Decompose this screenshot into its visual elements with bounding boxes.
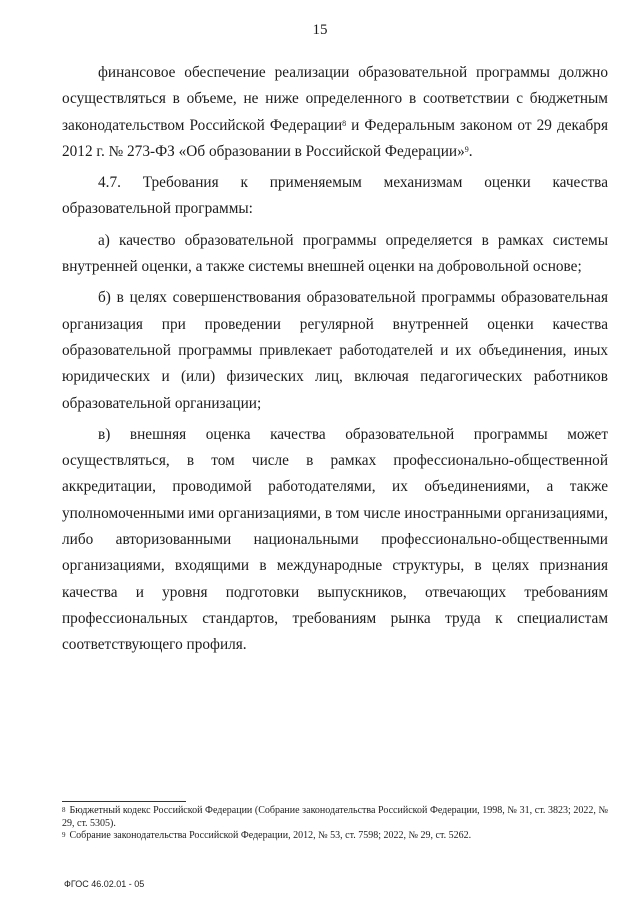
footnote-mark: 9: [62, 831, 66, 840]
footnote-ref[interactable]: 9: [464, 144, 469, 154]
footnote-mark: 8: [62, 806, 66, 814]
footnote-text: Бюджетный кодекс Российской Федерации (Собрание законодательства Российской Федерации, 1998, № 31, ст. 3823; 2022, № 29, ст. 5305).: [62, 805, 608, 829]
paragraph-item-b: б) в целях совершенствования образовательной программы образовательная организация при проведении регулярной внутренней оценки качества образовательной программы привлекает работодателей и их объединения, иных юридических и (или) физических лиц, включая педагогических работников образовательной организации;: [62, 289, 608, 412]
paragraph-text: и Федеральным законом от 29 декабря 2012 г. № 273-ФЗ «Об образовании в Российской Федерации»: [62, 116, 608, 160]
paragraph-funding: [62, 60, 608, 165]
footnote-item: [62, 805, 608, 830]
page-number: 15: [312, 22, 328, 38]
footnote-divider: [62, 801, 186, 802]
footnote-ref[interactable]: 8: [342, 118, 347, 128]
footnotes: [62, 805, 608, 843]
footnote-item: [62, 830, 608, 843]
paragraph-item-a: а) качество образовательной программы определяется в рамках системы внутренней оценки, а также системы внешней оценки на добровольной основе;: [62, 231, 608, 276]
paragraph-text: финансовое обеспечение реализации образовательной программы должно осуществляться в объеме, не ниже определенного в соответствии с бюджетным законодательством Российской Федерации: [62, 64, 608, 134]
footnote-text: Собрание законодательства Российской Федерации, 2012, № 53, ст. 7598; 2022, № 29, ст. 5262.: [69, 830, 472, 842]
paragraph-item-c: в) внешняя оценка качества образовательной программы может осуществляться, в том числе в рамках профессионально-общественной аккредитации, проводимой работодателями, их объединениями, а также уполномоченными ими организациями, в том числе иностранными организациями, либо авторизованными национальными профессионально-общественными организациями, входящими в международные структуры, в целях признания качества и уровня подготовки выпускников, отвечающих требованиям профессиональных стандартов, требованиям рынка труда к специалистам соответствующего профиля.: [62, 425, 608, 654]
document-code: ФГОС 46.02.01 - 05: [64, 879, 145, 889]
paragraph-text: .: [468, 142, 473, 160]
document-body: [62, 60, 608, 659]
paragraph-section-heading: 4.7. Требования к применяемым механизмам оценки качества образовательной программы:: [62, 174, 608, 218]
